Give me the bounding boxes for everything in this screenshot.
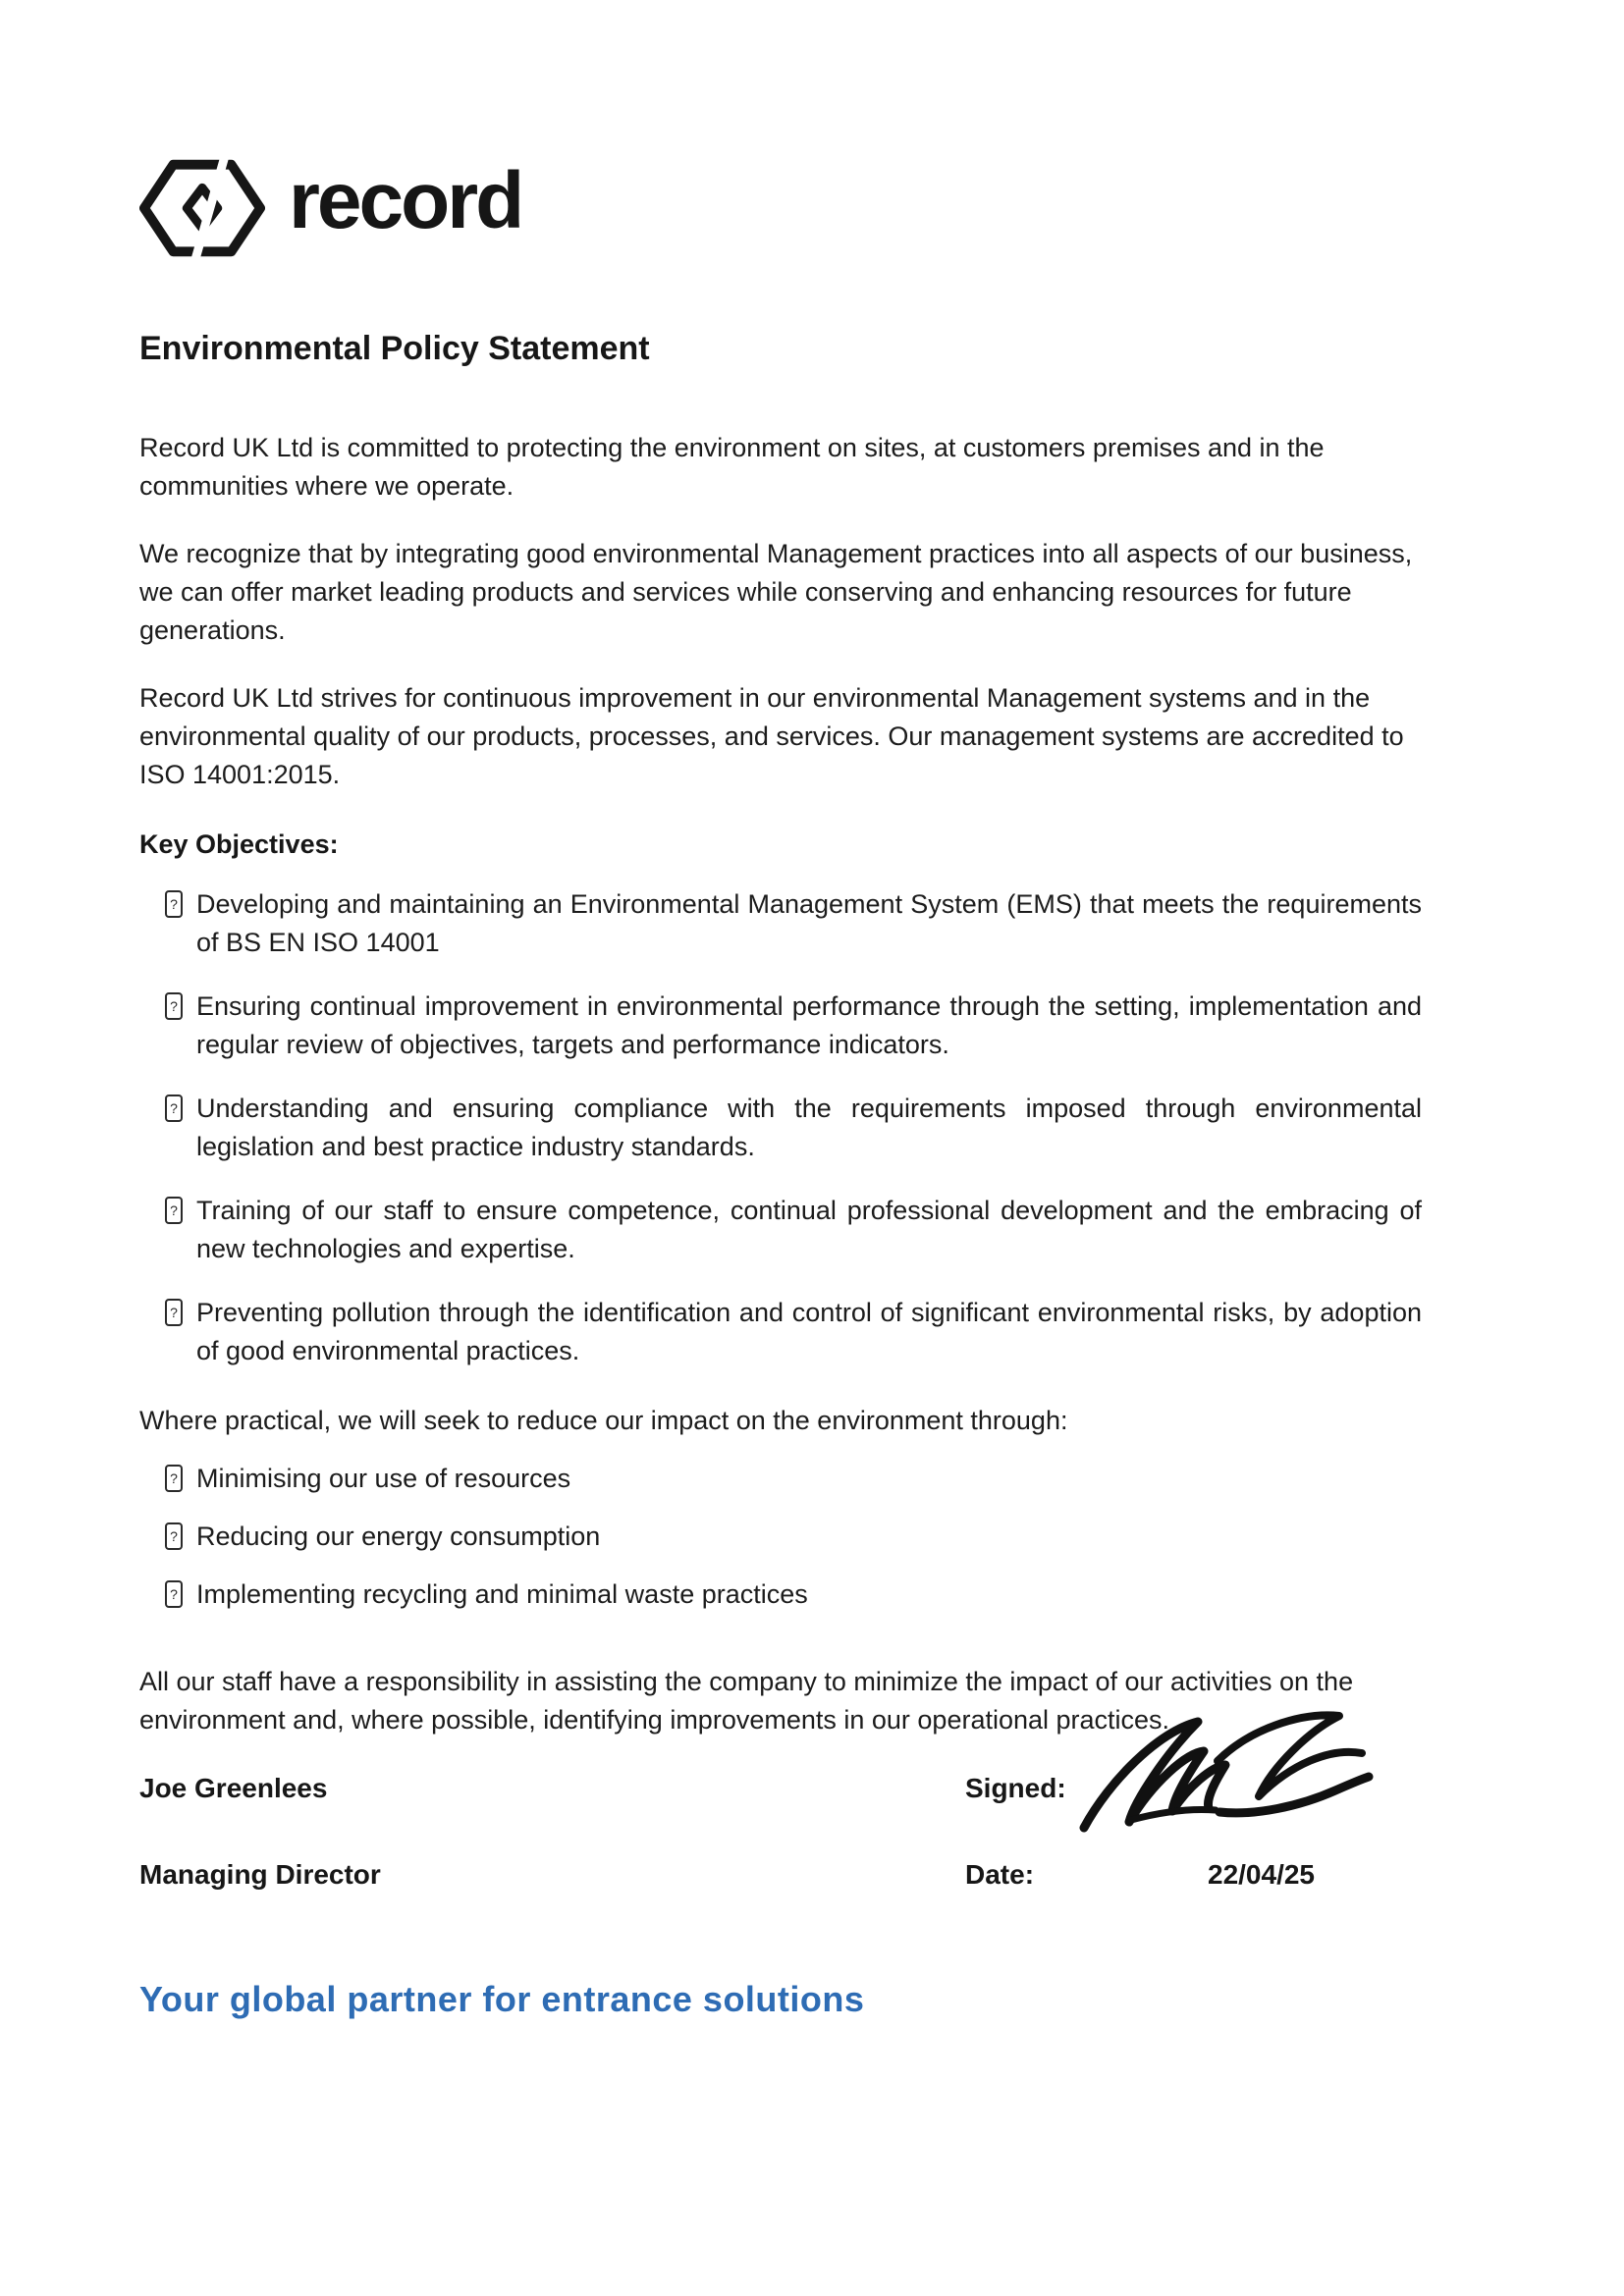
missing-glyph-bullet-icon: ? bbox=[165, 890, 183, 918]
missing-glyph-bullet-icon: ? bbox=[165, 1299, 183, 1326]
reduction-item bbox=[139, 1518, 1422, 1556]
reduction-item bbox=[139, 1460, 1422, 1498]
missing-glyph-bullet-icon: ? bbox=[165, 1465, 183, 1492]
missing-glyph-bullet-icon: ? bbox=[165, 1095, 183, 1122]
page-title: Environmental Policy Statement bbox=[139, 330, 650, 367]
closing-paragraph: All our staff have a responsibility in assisting the company to minimize the impact of our activities on the environment and, where possible, identifying improvements in our operational practices. bbox=[139, 1667, 1354, 1735]
key-objectives-heading: Key Objectives: bbox=[139, 829, 339, 859]
paragraph-commitment: Record UK Ltd is committed to protecting the environment on sites, at customers premises and in the communities where we operate. bbox=[139, 433, 1325, 501]
paragraph-improvement: Record UK Ltd strives for continuous improvement in our environmental Management systems and in the environmental quality of our products, processes, and services. Our management systems are accredited to ISO 14001:2015. bbox=[139, 683, 1404, 789]
missing-glyph-bullet-icon: ? bbox=[165, 1580, 183, 1608]
reduction-list bbox=[139, 1460, 1422, 1614]
objective-text: Developing and maintaining an Environmental Management System (EMS) that meets the requirements of BS EN ISO 14001 bbox=[196, 889, 1422, 957]
handwritten-signature bbox=[1072, 1710, 1377, 1838]
reduction-item bbox=[139, 1575, 1422, 1614]
objective-item bbox=[139, 885, 1422, 962]
objective-text: Understanding and ensuring compliance with the requirements imposed through environmental legislation and best practice industry standards. bbox=[196, 1094, 1422, 1161]
footer-tagline: Your global partner for entrance solutions bbox=[139, 1979, 865, 2019]
reduction-intro: Where practical, we will seek to reduce our impact on the environment through: bbox=[139, 1406, 1068, 1435]
missing-glyph-bullet-icon: ? bbox=[165, 992, 183, 1020]
signatory-name: Joe Greenlees bbox=[139, 1773, 328, 1803]
objective-item bbox=[139, 988, 1422, 1064]
reduction-text: Implementing recycling and minimal waste practices bbox=[196, 1579, 808, 1609]
reduction-text: Minimising our use of resources bbox=[196, 1464, 571, 1493]
signature-row-date bbox=[139, 1859, 1422, 1902]
date-value: 22/04/25 bbox=[1208, 1859, 1315, 1890]
objective-item bbox=[139, 1294, 1422, 1370]
signed-label: Signed: bbox=[965, 1773, 1066, 1803]
brand-wordmark: record bbox=[289, 156, 522, 245]
missing-glyph-bullet-icon: ? bbox=[165, 1522, 183, 1550]
signatory-role: Managing Director bbox=[139, 1859, 381, 1890]
signature-row-name bbox=[139, 1773, 1422, 1816]
objective-text: Training of our staff to ensure competence, continual professional development and the embracing of new technologies and expertise. bbox=[196, 1196, 1422, 1263]
objective-item bbox=[139, 1192, 1422, 1268]
record-hexagon-diamond-icon bbox=[139, 157, 265, 259]
date-label: Date: bbox=[965, 1859, 1035, 1890]
objective-text: Preventing pollution through the identification and control of significant environmental risks, by adoption of good environmental practices. bbox=[196, 1298, 1422, 1365]
missing-glyph-bullet-icon: ? bbox=[165, 1197, 183, 1224]
objective-text: Ensuring continual improvement in environmental performance through the setting, implementation and regular review of objectives, targets and performance indicators. bbox=[196, 991, 1422, 1059]
company-logo bbox=[139, 157, 1422, 259]
reduction-text: Reducing our energy consumption bbox=[196, 1522, 601, 1551]
objective-item bbox=[139, 1090, 1422, 1166]
paragraph-recognition: We recognize that by integrating good environmental Management practices into all aspects of our business, we can offer market leading products and services while conserving and enhancing resources for future generations. bbox=[139, 539, 1413, 645]
